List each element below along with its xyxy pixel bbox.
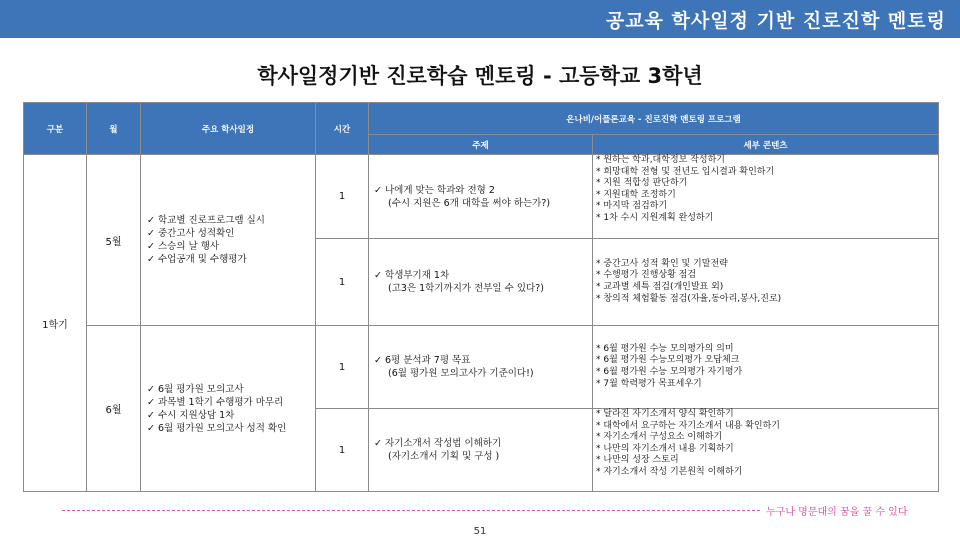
mentoring-schedule-table [23,102,939,492]
schedule-list [141,326,316,492]
footer-divider [62,510,760,511]
detail-item: * 마지막 점검하기 [596,201,668,212]
topic-cell: ✓ 나에게 맞는 학과와 전형 2 (수시 지원은 6개 대학을 써야 하는가?) [369,155,593,239]
detail-item: * 희망대학 전형 및 전년도 입시결과 확인하기 [596,166,775,177]
header-schedule: 주요 학사일정 [141,103,316,155]
check-icon: ✓ [147,396,155,408]
banner-title: 공교육 학사일정 기반 진로진학 멘토링 [605,10,946,32]
check-icon: ✓ [147,254,155,265]
detail-item: * 지원 적합성 판단하기 [596,178,688,189]
detail-item: * 대학에서 요구하는 자기소개서 내용 확인하기 [596,420,780,431]
detail-item: * 창의적 체험활동 점검(자율,동아리,봉사,진로) [596,293,782,304]
detail-cell [593,155,939,239]
table-row [24,155,939,239]
list-item: ✓ 수업공개 및 수행평가 [147,254,247,265]
topic-cell: ✓ 자기소개서 작성법 이해하기 (자기소개서 기획 및 구성 ) [369,409,593,492]
check-icon: ✓ [147,228,155,239]
header-program: 온나비/어플론교육 - 진로진학 멘토링 프로그램 [369,103,939,135]
detail-item: * 7월 학력평가 목표세우기 [596,378,702,389]
list-item: ✓ 학교별 진로프로그램 실시 [147,215,265,226]
check-icon: ✓ [374,184,382,196]
detail-item: * 6월 평가원 수능모의평가 오답체크 [596,355,740,366]
detail-item: * 자기소개서 작성 기본원칙 이해하기 [596,466,743,477]
detail-item: * 6월 평가원 수능 모의평가 자기평가 [596,367,743,377]
list-item: ✓ 6월 평가원 모의고사 [147,383,244,395]
check-icon: ✓ [374,438,382,449]
month-cell: 5월 [87,155,141,326]
topic-cell: ✓ 학생부기재 1차 (고3은 1학기까지가 전부일 수 있다?) [369,239,593,326]
hours-cell: 1 [316,155,369,239]
check-icon: ✓ [147,409,155,421]
check-icon: ✓ [374,270,382,281]
detail-item: * 나만의 자기소개서 내용 기획하기 [596,443,734,454]
list-item: ✓ 중간고사 성적확인 [147,228,235,239]
detail-item: * 1차 수시 지원계획 완성하기 [596,212,714,223]
header-month: 월 [87,103,141,155]
list-item: ✓ 수시 지원상담 1차 [147,409,235,421]
term-cell: 1학기 [24,155,87,492]
detail-item: * 6월 평가원 수능 모의평가의 의미 [596,343,734,354]
list-item: ✓ 과목별 1학기 수행평가 마무리 [147,396,284,408]
hours-cell: 1 [316,239,369,326]
schedule-list [141,155,316,326]
topic-cell: ✓ 6평 분석과 7평 목표 (6월 평가원 모의고사가 기준이다!) [369,326,593,409]
header-hours: 시간 [316,103,369,155]
detail-item: * 원하는 학과,대학정보 작성하기 [596,155,725,165]
detail-item: * 지원대학 조정하기 [596,189,676,200]
check-icon: ✓ [147,241,155,252]
check-icon: ✓ [374,355,382,366]
table-row [24,326,939,409]
month-cell: 6월 [87,326,141,492]
check-icon: ✓ [147,383,155,395]
header-topic: 주제 [369,135,593,155]
detail-cell [593,409,939,492]
detail-item: * 교과별 세특 점검(개인발표 외) [596,282,724,292]
hours-cell: 1 [316,326,369,409]
page-title: 학사일정기반 진로학습 멘토링 - 고등학교 3학년 [257,64,703,88]
top-banner [0,0,960,38]
footer-slogan: 누구나 명문대의 꿈을 꿀 수 있다 [766,507,908,518]
check-icon: ✓ [147,422,155,434]
page-number: 51 [473,526,487,537]
detail-cell [593,326,939,409]
detail-item: * 나만의 성장 스토리 [596,455,679,466]
detail-item: * 수행평가 진행상황 점검 [596,270,697,281]
detail-cell [593,239,939,326]
list-item: ✓ 6월 평가원 모의고사 성적 확인 [147,422,287,434]
detail-item: * 자기소개서 구성요소 이해하기 [596,432,723,443]
detail-item: * 중간고사 성적 확인 및 기말전략 [596,258,728,269]
header-detail: 세부 콘텐츠 [593,135,939,155]
check-icon: ✓ [147,215,155,226]
hours-cell: 1 [316,409,369,492]
header-category: 구분 [24,103,87,155]
detail-item: * 달라진 자기소개서 양식 확인하기 [596,409,734,419]
list-item: ✓ 스승의 날 행사 [147,241,220,252]
